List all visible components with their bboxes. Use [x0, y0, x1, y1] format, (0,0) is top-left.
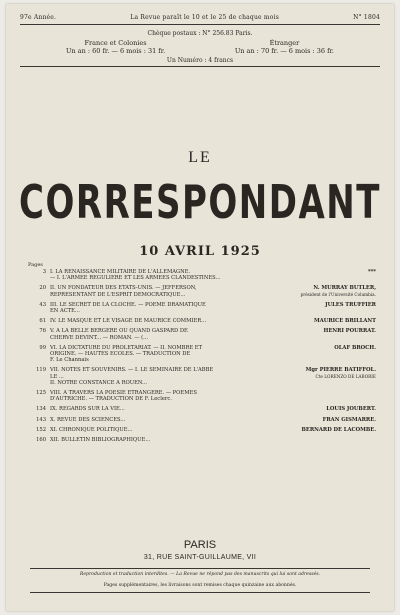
toc-entry	[24, 367, 376, 386]
toc-page-number: 43	[39, 301, 46, 308]
toc-author-name: HENRI POURRAT.	[323, 328, 376, 335]
toc-title-line: ORIGINE. — HAUTES ÉCOLES. — TRADUCTION DE	[50, 351, 191, 358]
toc-entry	[24, 437, 376, 443]
toc-author	[268, 406, 376, 412]
toc-page-number: 160	[36, 437, 46, 444]
toc-title-line: V. A LA BELLE BERGÈRE OU QUAND GASPARD DE	[50, 328, 188, 335]
header-rule	[20, 24, 380, 25]
subscription-prices	[66, 39, 334, 55]
publisher-address: 31, RUE SAINT-GUILLAUME, VII	[143, 554, 257, 561]
toc-article-title	[50, 285, 268, 297]
toc-author	[268, 417, 376, 423]
toc-page-number: 152	[36, 426, 46, 433]
toc-title-line: XI. CHRONIQUE POLITIQUE...	[50, 426, 133, 433]
toc-author	[268, 427, 376, 433]
toc-title-line: — I. L'ARMÉE RÉGULIÈRE ET LES ARMÉES CLANDESTINES...	[50, 275, 221, 282]
foreign-label: Étranger	[269, 39, 300, 47]
toc-article-title	[50, 302, 268, 314]
masthead-title: CORRESPONDANT	[19, 176, 381, 230]
footer-rule	[30, 568, 370, 569]
toc-author-name: MAURICE BRILLANT	[314, 318, 376, 325]
toc-title-line: III. LE SECRET DE LA CLOCHE. — POÈME DRAMATIQUE	[50, 301, 206, 308]
toc-title-line: LE ...	[50, 373, 64, 380]
footer-rule-bottom	[30, 592, 370, 593]
supplement-notice: Pages supplémentaires, les livraisons sont remises chaque quinzaine aux abonnés.	[103, 583, 297, 588]
postal-account: Chèque postaux : N° 256.83 Paris.	[147, 30, 253, 37]
toc-entry	[24, 328, 376, 340]
toc-author	[268, 285, 376, 297]
toc-author-note: président de l'Université Columbia.	[300, 291, 376, 297]
toc-entry	[24, 345, 376, 364]
toc-title-line: REPRÉSENTANT DE L'ESPRIT DÉMOCRATIQUE...	[50, 291, 186, 298]
toc-author-name: OLAF BROCH.	[334, 344, 376, 351]
toc-author-name: JULES TRUFFIER	[325, 301, 376, 308]
toc-article-title	[50, 406, 268, 412]
publisher-city: PARIS	[183, 539, 217, 551]
foreign-prices	[235, 39, 334, 55]
toc-author	[268, 390, 376, 402]
toc-page-number: 99	[39, 344, 46, 351]
masthead-article: LE	[188, 149, 212, 166]
toc-author-name: N. MURRAY BUTLER,	[313, 285, 376, 292]
toc-title-line: EN ACTE...	[50, 308, 80, 315]
subscription-rule	[20, 66, 380, 67]
toc-title-line: CHERVE DEVINT... — ROMAN. — (...	[50, 334, 149, 341]
toc-title-line: D'AUTRICHE. — TRADUCTION DE F. Leclerc.	[50, 396, 172, 403]
toc-page-number: 125	[36, 390, 46, 397]
toc-article-title	[50, 269, 268, 281]
toc-title-line: VIII. A TRAVERS LA POÉSIE ÉTRANGÈRE. — POÈMES	[50, 390, 197, 397]
toc-article-title	[50, 427, 268, 433]
toc-entry	[24, 390, 376, 402]
france-label: France et Colonies	[84, 39, 147, 47]
toc-author	[268, 269, 376, 281]
toc-pages-label: Pages	[28, 262, 43, 268]
toc-title-line: X. REVUE DES SCIENCES...	[50, 416, 126, 423]
france-price-values: Un an : 60 fr. — 6 mois : 31 fr.	[66, 47, 166, 55]
foreign-price-values: Un an : 70 fr. — 6 mois : 36 fr.	[234, 47, 334, 55]
toc-author	[268, 437, 376, 443]
toc-title-line: II. UN FONDATEUR DES ÉTATS-UNIS. — JEFFERSON,	[50, 285, 197, 292]
issue-date: 10 AVRIL 1925	[139, 244, 261, 259]
single-issue-price: Un Numéro : 4 francs	[166, 57, 234, 64]
toc-author-note: Cte LORENZO DE LABORIE	[315, 373, 376, 379]
toc-author-name: Mgr PIERRE BATIFFOL.	[305, 367, 376, 374]
toc-author-name: FRAN GISMARRE.	[322, 416, 376, 423]
toc-author-name: BERNARD DE LACOMBE.	[301, 426, 376, 433]
toc-author	[268, 302, 376, 314]
toc-entry	[24, 302, 376, 314]
toc-article-title	[50, 437, 268, 443]
toc-entry	[24, 406, 376, 412]
toc-page-number: 3	[42, 269, 46, 275]
magazine-cover	[6, 4, 394, 611]
issue-frequency: La Revue paraît le 10 et le 25 de chaque mois	[130, 14, 279, 21]
toc-entry	[24, 285, 376, 297]
toc-entry	[24, 427, 376, 433]
toc-title-line: VII. NOTES ET SOUVENIRS. — I. LE SÉMINAIRE DE L'ABBÉ	[50, 367, 214, 374]
toc-author	[268, 328, 376, 340]
toc-title-line: F. Le Channais	[50, 357, 89, 364]
toc-article-title	[50, 328, 268, 340]
rights-notice: Reproduction et traduction interdites. — La Revue ne répond pas des manuscrits qui lui sont adressés.	[79, 572, 321, 577]
toc-page-number: 61	[39, 318, 46, 325]
toc-article-title	[50, 367, 268, 386]
toc-author	[268, 345, 376, 364]
france-prices	[66, 39, 165, 55]
issue-year: 97e Année.	[20, 14, 57, 21]
toc-title-line: VI. LA DICTATURE DU PROLÉTARIAT. — II. NOMBRE ET	[50, 344, 203, 351]
toc-article-title	[50, 417, 268, 423]
toc-title-line: I. LA RENAISSANCE MILITAIRE DE L'ALLEMAGNE.	[50, 269, 191, 275]
toc-title-line: II. NOTRE CONSTANCE À ROUEN...	[50, 379, 148, 386]
issue-number: N° 1804	[353, 14, 380, 21]
toc-author-name: ***	[367, 269, 376, 275]
toc-author-name: LOUIS JOUBERT.	[326, 406, 376, 413]
toc-page-number: 119	[36, 367, 46, 374]
toc-page-number: 20	[39, 285, 46, 292]
toc-entry	[24, 318, 376, 324]
toc-author	[268, 318, 376, 324]
toc-title-line: IV. LE MASQUE ET LE VISAGE DE MAURICE COMMIER...	[50, 318, 207, 325]
toc-page-number: 134	[36, 406, 46, 413]
toc-article-title	[50, 345, 268, 364]
toc-page-number: 76	[39, 328, 46, 335]
issue-header	[20, 14, 380, 21]
toc-page-number: 143	[36, 416, 46, 423]
toc-title-line: IX. REGARDS SUR LA VIE...	[50, 406, 125, 413]
toc-article-title	[50, 390, 268, 402]
toc-article-title	[50, 318, 268, 324]
toc-title-line: XII. BULLETIN BIBLIOGRAPHIQUE...	[50, 437, 151, 444]
toc-author	[268, 367, 376, 386]
toc-entry	[24, 269, 376, 281]
table-of-contents	[24, 269, 376, 447]
toc-entry	[24, 417, 376, 423]
